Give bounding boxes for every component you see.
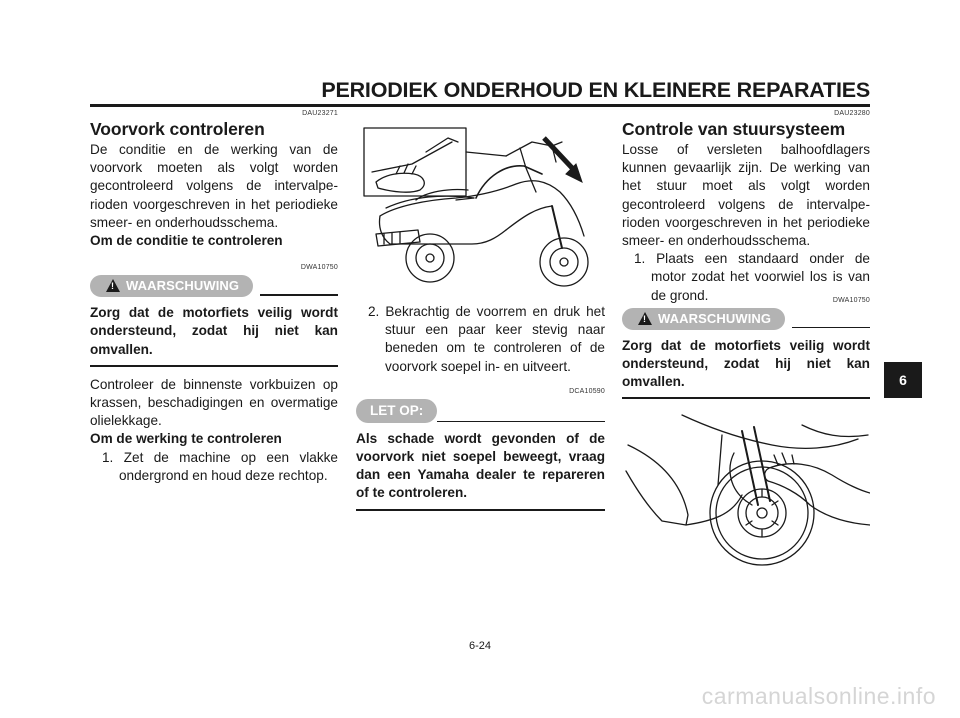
- warning-header-steering: [622, 308, 870, 332]
- warning-text-steering: Zorg dat de motorfiets veilig wordt ondersteund, zodat hij niet kan omvallen.: [622, 337, 870, 390]
- section-code: DAU23271: [302, 110, 338, 117]
- watermark: carmanualsonline.info: [701, 683, 936, 709]
- warning-rule-steering: [792, 327, 870, 329]
- right-column: [622, 110, 870, 580]
- step-1-stand: 1. Plaats een standaard onder de motor zodat het voorwiel los is van de grond.: [634, 251, 870, 303]
- warning-code-steering: DWA10750: [832, 296, 870, 304]
- section-title-fork: Voorvork controleren: [90, 119, 265, 139]
- warning-triangle-icon: [638, 312, 652, 325]
- subheading-operation: Om de werking te controleren: [90, 431, 282, 447]
- warning-label-steering: WAARSCHUWING: [658, 310, 772, 326]
- section-code-steering: DAU23280: [834, 110, 870, 117]
- page-header-title: PERIODIEK ONDERHOUD EN KLEINERE REPARATIES: [321, 78, 870, 102]
- note-bottom-rule: [356, 509, 605, 511]
- note-code: DCA10590: [569, 387, 605, 395]
- warning-triangle-icon: [106, 279, 120, 292]
- fork-check-illustration: [622, 405, 870, 575]
- warning-rule: [260, 294, 338, 296]
- warning-header: [90, 275, 338, 299]
- note-badge: LET OP:: [356, 399, 437, 423]
- note-header: [356, 399, 605, 425]
- subheading-condition: Om de conditie te controleren: [90, 233, 283, 249]
- scooter-fork-illustration: [356, 112, 605, 292]
- warning-label: WAARSCHUWING: [126, 278, 240, 294]
- note-text: Als schade wordt gevonden of de voorvork niet soepel beweegt, vraag dan een Yamaha dealer te repareren of te controleren.: [356, 430, 605, 501]
- middle-step-list: [356, 303, 605, 376]
- chapter-tab: 6: [884, 362, 922, 398]
- section-title-steering: Controle van stuursysteem: [622, 119, 846, 139]
- steering-intro-text: Losse of versleten balhoofdlagers kunnen gevaarlijk zijn. De werking van het stuur moet als volgt worden gecontroleerd volgens de intervalperioden voorgeschreven in het periodieke smeer- en onderhoudsschema.: [622, 142, 870, 249]
- left-column: [90, 110, 338, 485]
- header-rule: [90, 104, 870, 107]
- step-1-upright: 1. Zet de machine op een vlakke ondergrond en houd deze rechtop.: [102, 449, 338, 483]
- warning-bottom-rule: [90, 365, 338, 367]
- fork-intro-text: De conditie en de werking van de voorvork moeten als volgt worden gecontroleerd volgens de intervalperioden voorgeschreven in het periodieke smeer- en onderhoudsschema.: [90, 142, 338, 230]
- warning-badge: [90, 275, 253, 297]
- warning-bottom-rule-steering: [622, 397, 870, 399]
- left-step-list: [90, 449, 338, 485]
- push-down-arrow: [544, 138, 582, 182]
- warning-text: Zorg dat de motorfiets veilig wordt ondersteund, zodat hij niet kan omvallen.: [90, 305, 338, 357]
- note-rule: [437, 421, 605, 423]
- middle-column: [356, 112, 605, 511]
- warning-badge-steering: [622, 308, 785, 330]
- fork-body-text: Controleer de binnenste vorkbuizen op krassen, beschadigingen en overmatige olielekkage.: [90, 376, 338, 429]
- step-2-brake-push: 2. Bekrachtig de voorrem en druk het stuur een paar keer stevig naar beneden om te controleren of de voorvork soepel in- en uitveert.: [368, 304, 605, 374]
- warning-code: DWA10750: [300, 264, 338, 272]
- page-number: 6-24: [468, 640, 492, 652]
